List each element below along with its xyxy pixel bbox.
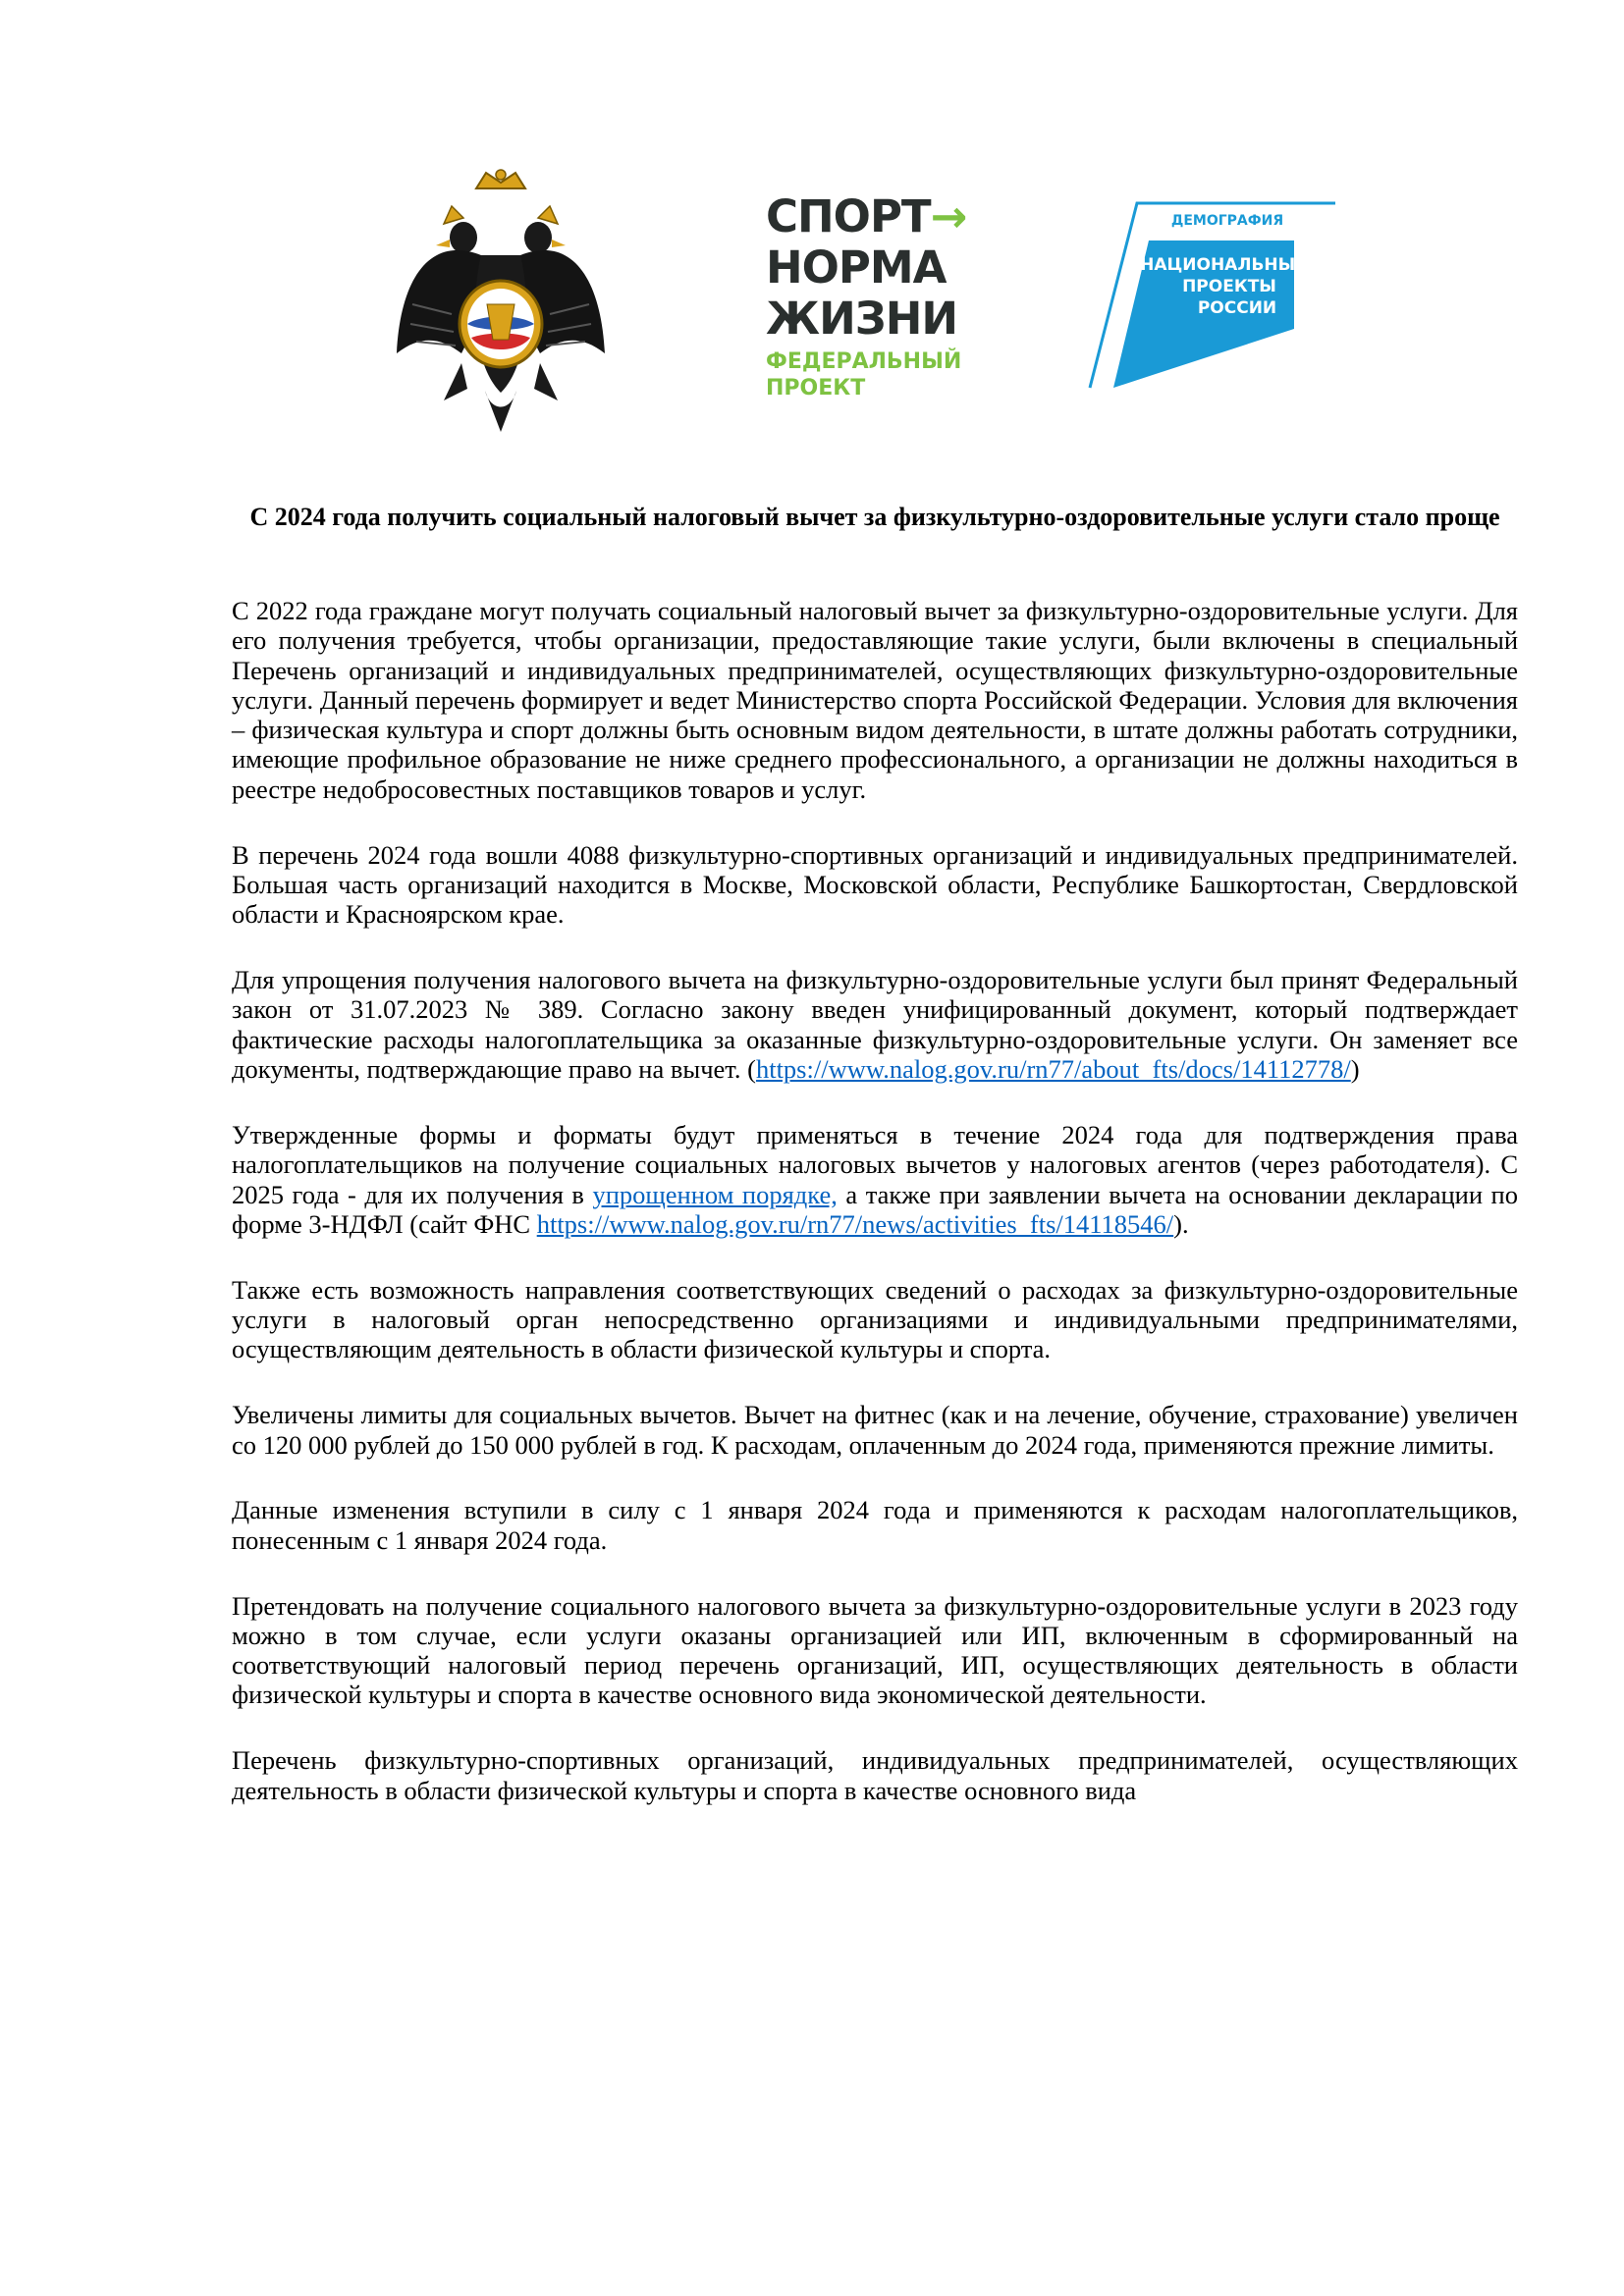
link-fns-news[interactable]: https://www.nalog.gov.ru/rn77/news/activities_fts/14118546/ — [536, 1208, 1174, 1239]
paragraph-federal-law-tail: ) — [1350, 1054, 1360, 1085]
national-projects-logo — [1080, 182, 1335, 398]
sport-logo-line-1: СПОРТ→ — [766, 190, 967, 242]
paragraph-direct-reporting: Также есть возможность направления соответствующих сведений о расходах за физкультурно-оздоровительные услуги в налоговый орган непосредственно организациями и индивидуальными предпринимателями, осуществляющим деятельность в области физической культуры и спорта. — [232, 1274, 1518, 1364]
paragraph-federal-law — [232, 965, 1518, 1084]
link-fts-docs[interactable]: https://www.nalog.gov.ru/rn77/about_fts/docs/14112778/ — [755, 1054, 1351, 1085]
demography-label: ДЕМОГРАФИЯ — [1170, 213, 1284, 229]
paragraph-federal-law-text: Для упрощения получения налогового вычета на физкультурно-оздоровительные услуги был принят Федеральный закон от 31.07.2023 № 389. Согласно закону введен унифицированный документ, который подтверждает фактические расходы налогоплательщика за оказанные физкультурно-оздоровительные услуги. Он заменяет все документы, подтверждающие право на вычет. ( — [232, 965, 1518, 1085]
sport-logo-line-3: ЖИЗНИ — [766, 293, 958, 345]
sport-logo-sub-2: ПРОЕКТ — [766, 376, 866, 400]
paragraph-forms-text-a: Утвержденные формы и форматы будут применяться в течение 2024 года для подтверждения права налогоплательщиков на получение социальных налоговых вычетов у налоговых агентов (через работодателя). С 2025 года - для их получения в — [232, 1119, 1518, 1209]
page-title: С 2024 года получить социальный налоговый вычет за физкультурно-оздоровительные услуги стало проще — [249, 503, 1500, 531]
paragraph-limits: Увеличены лимиты для социальных вычетов. Вычет на фитнес (как и на лечение, обучение, страхование) увеличен со 120 000 рублей до 150 000 рублей в год. К расходам, оплаченным до 2024 года, применяются прежние лимиты. — [232, 1400, 1518, 1460]
paragraph-effective-date: Данные изменения вступили в силу с 1 января 2024 года и применяются к расходам налогоплательщиков, понесенным с 1 января 2024 года. — [232, 1495, 1518, 1555]
paragraph-forms-tail: ). — [1173, 1208, 1189, 1239]
paragraph-forms-text-b: а также при заявлении вычета на основании декларации по форме 3-НДФЛ (сайт ФНС — [232, 1179, 1518, 1239]
national-projects-line-1: НАЦИОНАЛЬНЫЕ — [1140, 255, 1307, 275]
paragraph-list-count: В перечень 2024 года вошли 4088 физкультурно-спортивных организаций и индивидуальных предпринимателей. Большая часть организаций находится в Москве, Московской области, Республике Башкортостан, Свердловской области и Красноярском крае. — [232, 839, 1518, 930]
logo-row — [0, 167, 1624, 452]
link-simplified-order[interactable]: упрощенном порядке, — [592, 1179, 838, 1209]
sport-norma-zhizni-logo — [766, 190, 967, 400]
national-projects-line-2: ПРОЕКТЫ — [1182, 277, 1276, 296]
paragraph-eligibility-2023: Претендовать на получение социального налогового вычета за физкультурно-оздоровительные услуги в 2023 году можно в том случае, если услуги оказаны организацией или ИП, включенным в сформированный на соответствующий налоговый период перечень организаций, ИП, осуществляющих деятельность в области физической культуры и спорта в качестве основного вида экономической деятельности. — [232, 1590, 1518, 1710]
national-projects-line-3: РОССИИ — [1197, 298, 1277, 318]
paragraph-list-description: Перечень физкультурно-спортивных организаций, индивидуальных предпринимателей, осуществляющих деятельность в области физической культуры и спорта в качестве основного вида — [232, 1745, 1518, 1805]
article-body — [232, 596, 1518, 1842]
paragraph-intro: С 2022 года граждане могут получать социальный налоговый вычет за физкультурно-оздоровительные услуги. Для его получения требуется, чтобы организации, предоставляющие такие услуги, были включены в специальный Перечень организаций и индивидуальных предпринимателей, осуществляющих физкультурно-оздоровительные услуги. Данный перечень формирует и ведет Министерство спорта Российской Федерации. Условия для включения – физическая культура и спорт должны быть основным видом деятельности, в штате должны работать сотрудники, имеющие профильное образование не ниже среднего профессионального, а организации не должны находиться в реестре недобросовестных поставщиков товаров и услуг. — [232, 596, 1518, 804]
arrow-right-icon: → — [930, 190, 967, 242]
sport-logo-line-2: НОРМА — [766, 241, 947, 294]
double-headed-eagle-emblem-icon — [393, 167, 609, 442]
sport-logo-sub-1: ФЕДЕРАЛЬНЫЙ — [766, 349, 962, 374]
paragraph-forms — [232, 1120, 1518, 1239]
